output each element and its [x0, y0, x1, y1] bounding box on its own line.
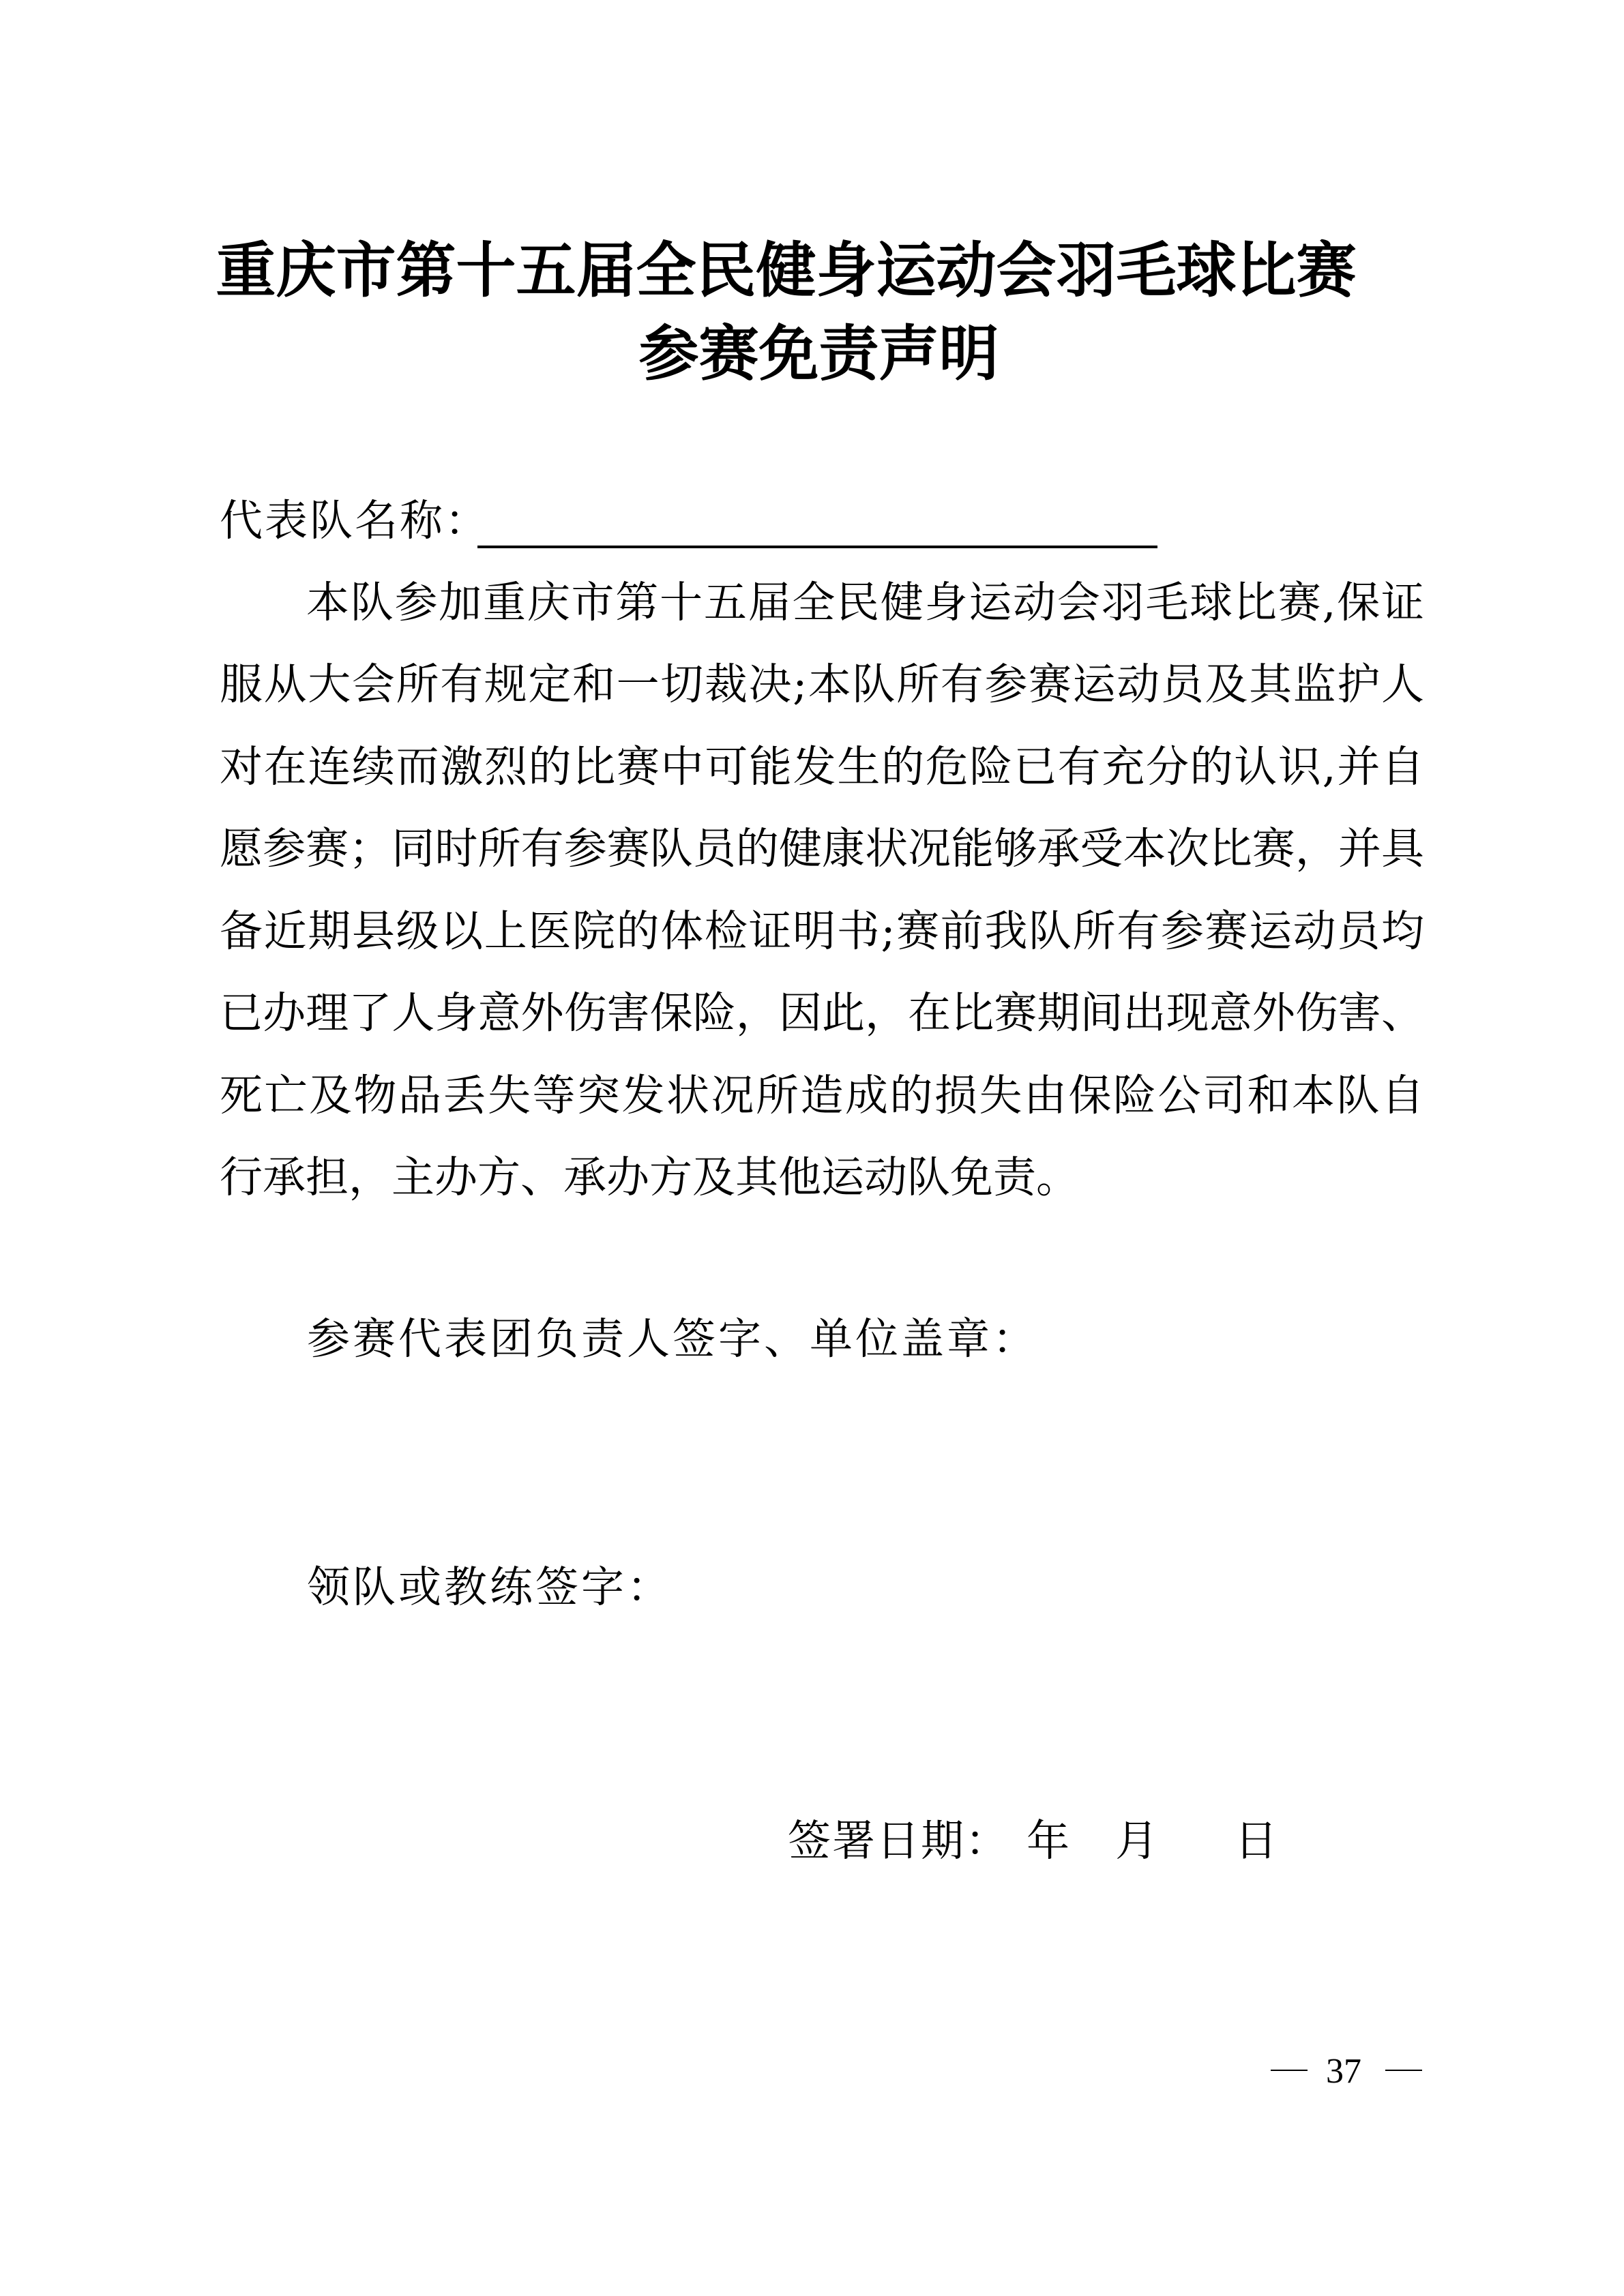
signing-date-label: 签署日期： [788, 1816, 1009, 1866]
paragraph-line: 本队参加重庆市第十五届全民健身运动会羽毛球比赛,保证 [306, 578, 1424, 627]
team-name-label: 代表队名称： [220, 496, 490, 546]
coach-signature-label: 领队或教练签字： [307, 1562, 673, 1612]
paragraph-line: 备近期县级以上医院的体检证明书;赛前我队所有参赛运动员均 [220, 906, 1424, 956]
team-name-field[interactable] [477, 546, 1157, 548]
page-number-value: 37 [1326, 2052, 1361, 2091]
page-number-dash-right [1385, 2070, 1422, 2071]
delegation-signature-label: 参赛代表团负责人签字、单位盖章： [307, 1314, 1038, 1364]
paragraph-line: 愿参赛；同时所有参赛队员的健康状况能够承受本次比赛，并具 [220, 824, 1424, 874]
date-year-unit: 年 [1027, 1816, 1069, 1866]
date-month-unit: 月 [1115, 1816, 1158, 1866]
team-name-row [220, 496, 490, 546]
paragraph-line: 已办理了人身意外伤害保险，因此，在比赛期间出现意外伤害、 [220, 988, 1424, 1038]
page-number-dash-left [1271, 2070, 1308, 2071]
paragraph-line: 对在连续而激烈的比赛中可能发生的危险已有充分的认识,并自 [220, 742, 1424, 792]
document-title-line-2: 参赛免责声明 [638, 318, 999, 389]
document-title-line-1: 重庆市第十五届全民健身运动会羽毛球比赛 [216, 235, 1357, 305]
paragraph-line: 服从大会所有规定和一切裁决;本队所有参赛运动员及其监护人 [220, 659, 1424, 709]
date-day-unit: 日 [1235, 1816, 1278, 1866]
page-number [1269, 2051, 1426, 2089]
paragraph-line: 死亡及物品丢失等突发状况所造成的损失由保险公司和本队自 [220, 1071, 1424, 1120]
paragraph-line: 行承担，主办方、承办方及其他运动队免责。 [220, 1152, 1079, 1202]
